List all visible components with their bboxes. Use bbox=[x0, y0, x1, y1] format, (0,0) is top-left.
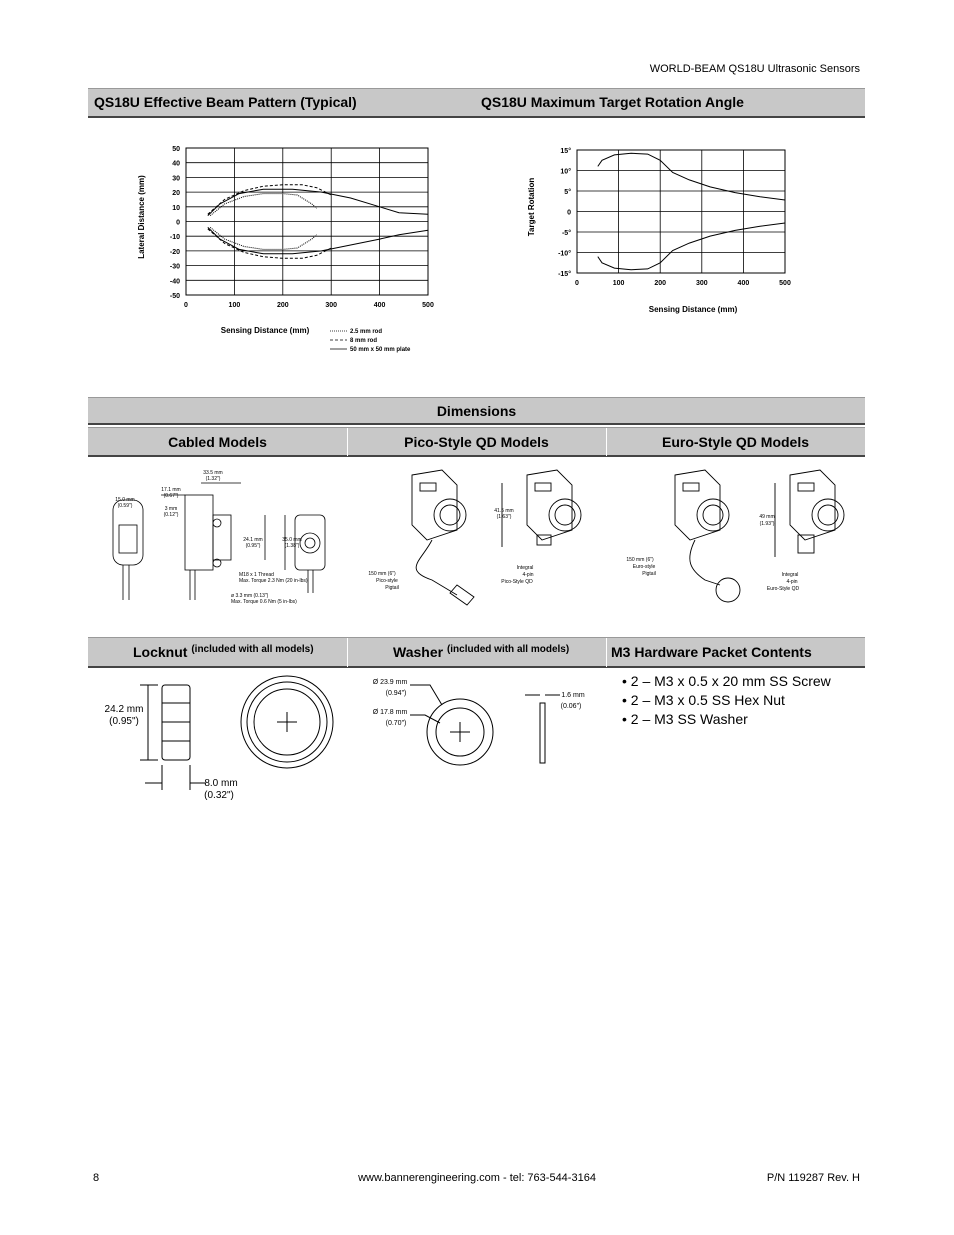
rotation-xlabel: Sensing Distance (mm) bbox=[648, 305, 738, 314]
y-tick-label: -30 bbox=[169, 263, 180, 271]
dim-label: (1.32") bbox=[205, 476, 221, 482]
hardware-bar bbox=[88, 637, 865, 668]
dim-label: (0.32") bbox=[204, 790, 234, 801]
dimensions-heading: Dimensions bbox=[436, 403, 517, 419]
dim-label: 35.0 mm bbox=[282, 537, 302, 543]
beam-pattern-chart bbox=[130, 135, 450, 360]
dim-label: Pigtail bbox=[642, 571, 656, 577]
rotation-chart bbox=[520, 135, 820, 325]
hardware-item-text: 2 – M3 SS Washer bbox=[630, 711, 748, 727]
cabled-dimension-drawing bbox=[105, 465, 345, 610]
dim-label: Integral bbox=[516, 565, 534, 571]
dim-label: Max. Torque 2.3 Nm (20 in-lbs) bbox=[239, 578, 308, 584]
x-tick-label: 400 bbox=[737, 280, 750, 287]
x-tick-label: 100 bbox=[612, 280, 625, 287]
divider bbox=[347, 638, 348, 667]
x-tick-label: 500 bbox=[422, 302, 434, 309]
y-tick-label: -10° bbox=[558, 250, 571, 258]
y-tick-label: -15° bbox=[558, 271, 571, 278]
y-tick-label: 20 bbox=[172, 190, 180, 198]
dim-label: (1.38") bbox=[284, 543, 300, 549]
dim-label: Ø 17.8 mm bbox=[372, 709, 408, 716]
series-line-rotation-upper bbox=[598, 153, 785, 200]
dim-label: (0.95") bbox=[109, 716, 139, 727]
dim-label: ø 3.3 mm (0.13") bbox=[231, 593, 269, 599]
hardware-list bbox=[622, 673, 831, 730]
y-tick-label: -5° bbox=[561, 230, 571, 237]
washer-drawing bbox=[360, 675, 600, 775]
dim-label: (0.70") bbox=[385, 720, 407, 727]
dim-label: 15.0 mm bbox=[115, 497, 135, 503]
beam-grid bbox=[186, 148, 428, 295]
dim-label: 150 mm (6") bbox=[626, 557, 654, 563]
x-tick-label: 400 bbox=[373, 302, 386, 309]
divider bbox=[606, 638, 607, 667]
hardware-item-text: 2 – M3 x 0.5 x 20 mm SS Screw bbox=[630, 673, 831, 689]
document-header-title: WORLD-BEAM QS18U Ultrasonic Sensors bbox=[649, 63, 860, 75]
y-tick-label: -50 bbox=[169, 293, 180, 300]
washer-title: Washer bbox=[393, 644, 444, 660]
dim-label: (0.06") bbox=[560, 703, 582, 710]
divider bbox=[606, 428, 607, 456]
dim-label: (0.59") bbox=[117, 503, 133, 509]
dim-label: 3 mm bbox=[164, 506, 178, 512]
y-tick-label: 15° bbox=[560, 148, 571, 155]
washer-heading bbox=[393, 644, 569, 660]
series-line-50-mm-x-50-mm-plate-lower bbox=[208, 227, 428, 253]
hardware-item: • 2 – M3 x 0.5 SS Hex Nut bbox=[622, 692, 785, 708]
rotation-ylabel: Target Rotation bbox=[527, 177, 536, 237]
leader bbox=[410, 715, 440, 723]
rotation-heading: QS18U Maximum Target Rotation Angle bbox=[481, 94, 744, 110]
pico-heading: Pico-Style QD Models bbox=[404, 434, 549, 450]
dim-label: Pigtail bbox=[385, 585, 399, 591]
pico-cable bbox=[416, 540, 457, 595]
rotation-grid bbox=[577, 150, 785, 273]
cabled-side-body bbox=[185, 495, 213, 570]
legend-label-2: 50 mm x 50 mm plate bbox=[350, 347, 411, 353]
divider bbox=[347, 428, 348, 456]
cabled-thread bbox=[213, 515, 231, 560]
euro-cable bbox=[690, 540, 720, 585]
legend-label-1: 8 mm rod bbox=[350, 338, 378, 344]
dim-label: Ø 23.9 mm bbox=[372, 679, 408, 686]
series-line-50-mm-x-50-mm-plate-upper bbox=[208, 189, 428, 215]
x-tick-label: 100 bbox=[228, 302, 241, 309]
y-tick-label: 10° bbox=[560, 168, 571, 176]
x-tick-label: 300 bbox=[325, 302, 338, 309]
dim-label: (0.94") bbox=[385, 690, 407, 697]
dim-label: 1.6 mm bbox=[561, 692, 585, 699]
leader bbox=[410, 685, 442, 705]
x-tick-label: 300 bbox=[695, 280, 708, 287]
locknut-heading bbox=[133, 644, 314, 660]
cabled-front-window bbox=[119, 525, 137, 553]
y-tick-label: -20 bbox=[169, 248, 180, 256]
x-tick-label: 500 bbox=[779, 280, 791, 287]
x-tick-label: 200 bbox=[654, 280, 667, 287]
dim-label: 4-pin bbox=[522, 572, 534, 578]
dim-label: 150 mm (6") bbox=[368, 571, 396, 577]
y-tick-label: 10 bbox=[172, 204, 180, 212]
dim-label: 4-pin bbox=[786, 579, 798, 585]
y-tick-label: -10 bbox=[169, 234, 180, 242]
series-line-rotation-lower bbox=[598, 223, 785, 270]
dim-label: 17.1 mm bbox=[161, 487, 181, 493]
euro-dimension-drawing bbox=[620, 465, 860, 610]
series-line-25-mm-rod-upper bbox=[210, 194, 317, 216]
y-tick-label: 5° bbox=[564, 189, 571, 196]
dim-label: (1.93") bbox=[759, 521, 775, 527]
dim-label: Euro-Style QD bbox=[766, 586, 800, 592]
beam-ticks bbox=[170, 146, 434, 309]
locknut-note: (included with all models) bbox=[191, 644, 314, 655]
x-tick-label: 0 bbox=[575, 280, 579, 287]
pico-dimension-drawing bbox=[362, 465, 602, 610]
beam-pattern-heading: QS18U Effective Beam Pattern (Typical) bbox=[94, 94, 357, 110]
cabled-front-body bbox=[113, 500, 143, 565]
locknut-title: Locknut bbox=[133, 644, 188, 660]
y-tick-label: -40 bbox=[169, 278, 180, 286]
dim-label: 24.2 mm bbox=[104, 704, 144, 715]
dim-label: Pico-Style QD bbox=[501, 579, 533, 585]
euro-heading: Euro-Style QD Models bbox=[661, 434, 810, 450]
beam-xlabel: Sensing Distance (mm) bbox=[220, 326, 310, 335]
legend-label-0: 2.5 mm rod bbox=[350, 329, 383, 335]
y-tick-label: 50 bbox=[172, 146, 180, 153]
locknut-drawing bbox=[100, 675, 345, 810]
charts-section-bar bbox=[88, 88, 865, 118]
dim-label: (0.12") bbox=[163, 512, 179, 518]
dim-label: Max. Torque 0.6 Nm (5 in-lbs) bbox=[231, 599, 297, 605]
rotation-ticks bbox=[558, 147, 791, 287]
dim-label: (1.63") bbox=[496, 514, 512, 520]
page-number: 8 bbox=[93, 1172, 100, 1184]
y-tick-label: 30 bbox=[172, 175, 180, 183]
footer-contact: www.bannerengineering.com - tel: 763-544-3164 bbox=[358, 1172, 596, 1184]
part-number: P/N 119287 Rev. H bbox=[766, 1172, 860, 1184]
dim-label: (0.67") bbox=[163, 493, 179, 499]
hardware-item: • 2 – M3 x 0.5 x 20 mm SS Screw bbox=[622, 673, 831, 689]
dim-label: 8.0 mm bbox=[204, 778, 238, 789]
models-bar bbox=[88, 427, 865, 457]
beam-legend bbox=[330, 329, 411, 353]
dim-label: 33.5 mm bbox=[203, 470, 223, 476]
hardware-item: • 2 – M3 SS Washer bbox=[622, 711, 748, 727]
washer-note: (included with all models) bbox=[446, 644, 570, 655]
dimensions-bar bbox=[88, 397, 865, 425]
y-tick-label: 0 bbox=[567, 209, 571, 217]
y-tick-label: 40 bbox=[172, 160, 180, 168]
beam-ylabel: Lateral Distance (mm) bbox=[137, 175, 146, 259]
dim-label: M18 x 1 Thread bbox=[239, 572, 274, 578]
dim-label: Pico-style bbox=[376, 578, 398, 584]
dim-label: Integral bbox=[781, 572, 799, 578]
series-line-25-mm-rod-lower bbox=[210, 227, 317, 249]
dim-label: 41.5 mm bbox=[494, 508, 514, 514]
x-tick-label: 200 bbox=[276, 302, 289, 309]
cabled-heading: Cabled Models bbox=[168, 434, 267, 450]
x-tick-label: 0 bbox=[184, 302, 188, 309]
dim-label: Euro-style bbox=[632, 564, 656, 570]
hardware-item-text: 2 – M3 x 0.5 SS Hex Nut bbox=[630, 692, 785, 708]
y-tick-label: 0 bbox=[176, 219, 180, 227]
dim-label: 24.1 mm bbox=[243, 537, 263, 543]
dim-label: 49 mm bbox=[759, 514, 775, 520]
hardware-heading: M3 Hardware Packet Contents bbox=[611, 644, 812, 660]
washer-side bbox=[540, 703, 545, 763]
dim-label: (0.95") bbox=[245, 543, 261, 549]
